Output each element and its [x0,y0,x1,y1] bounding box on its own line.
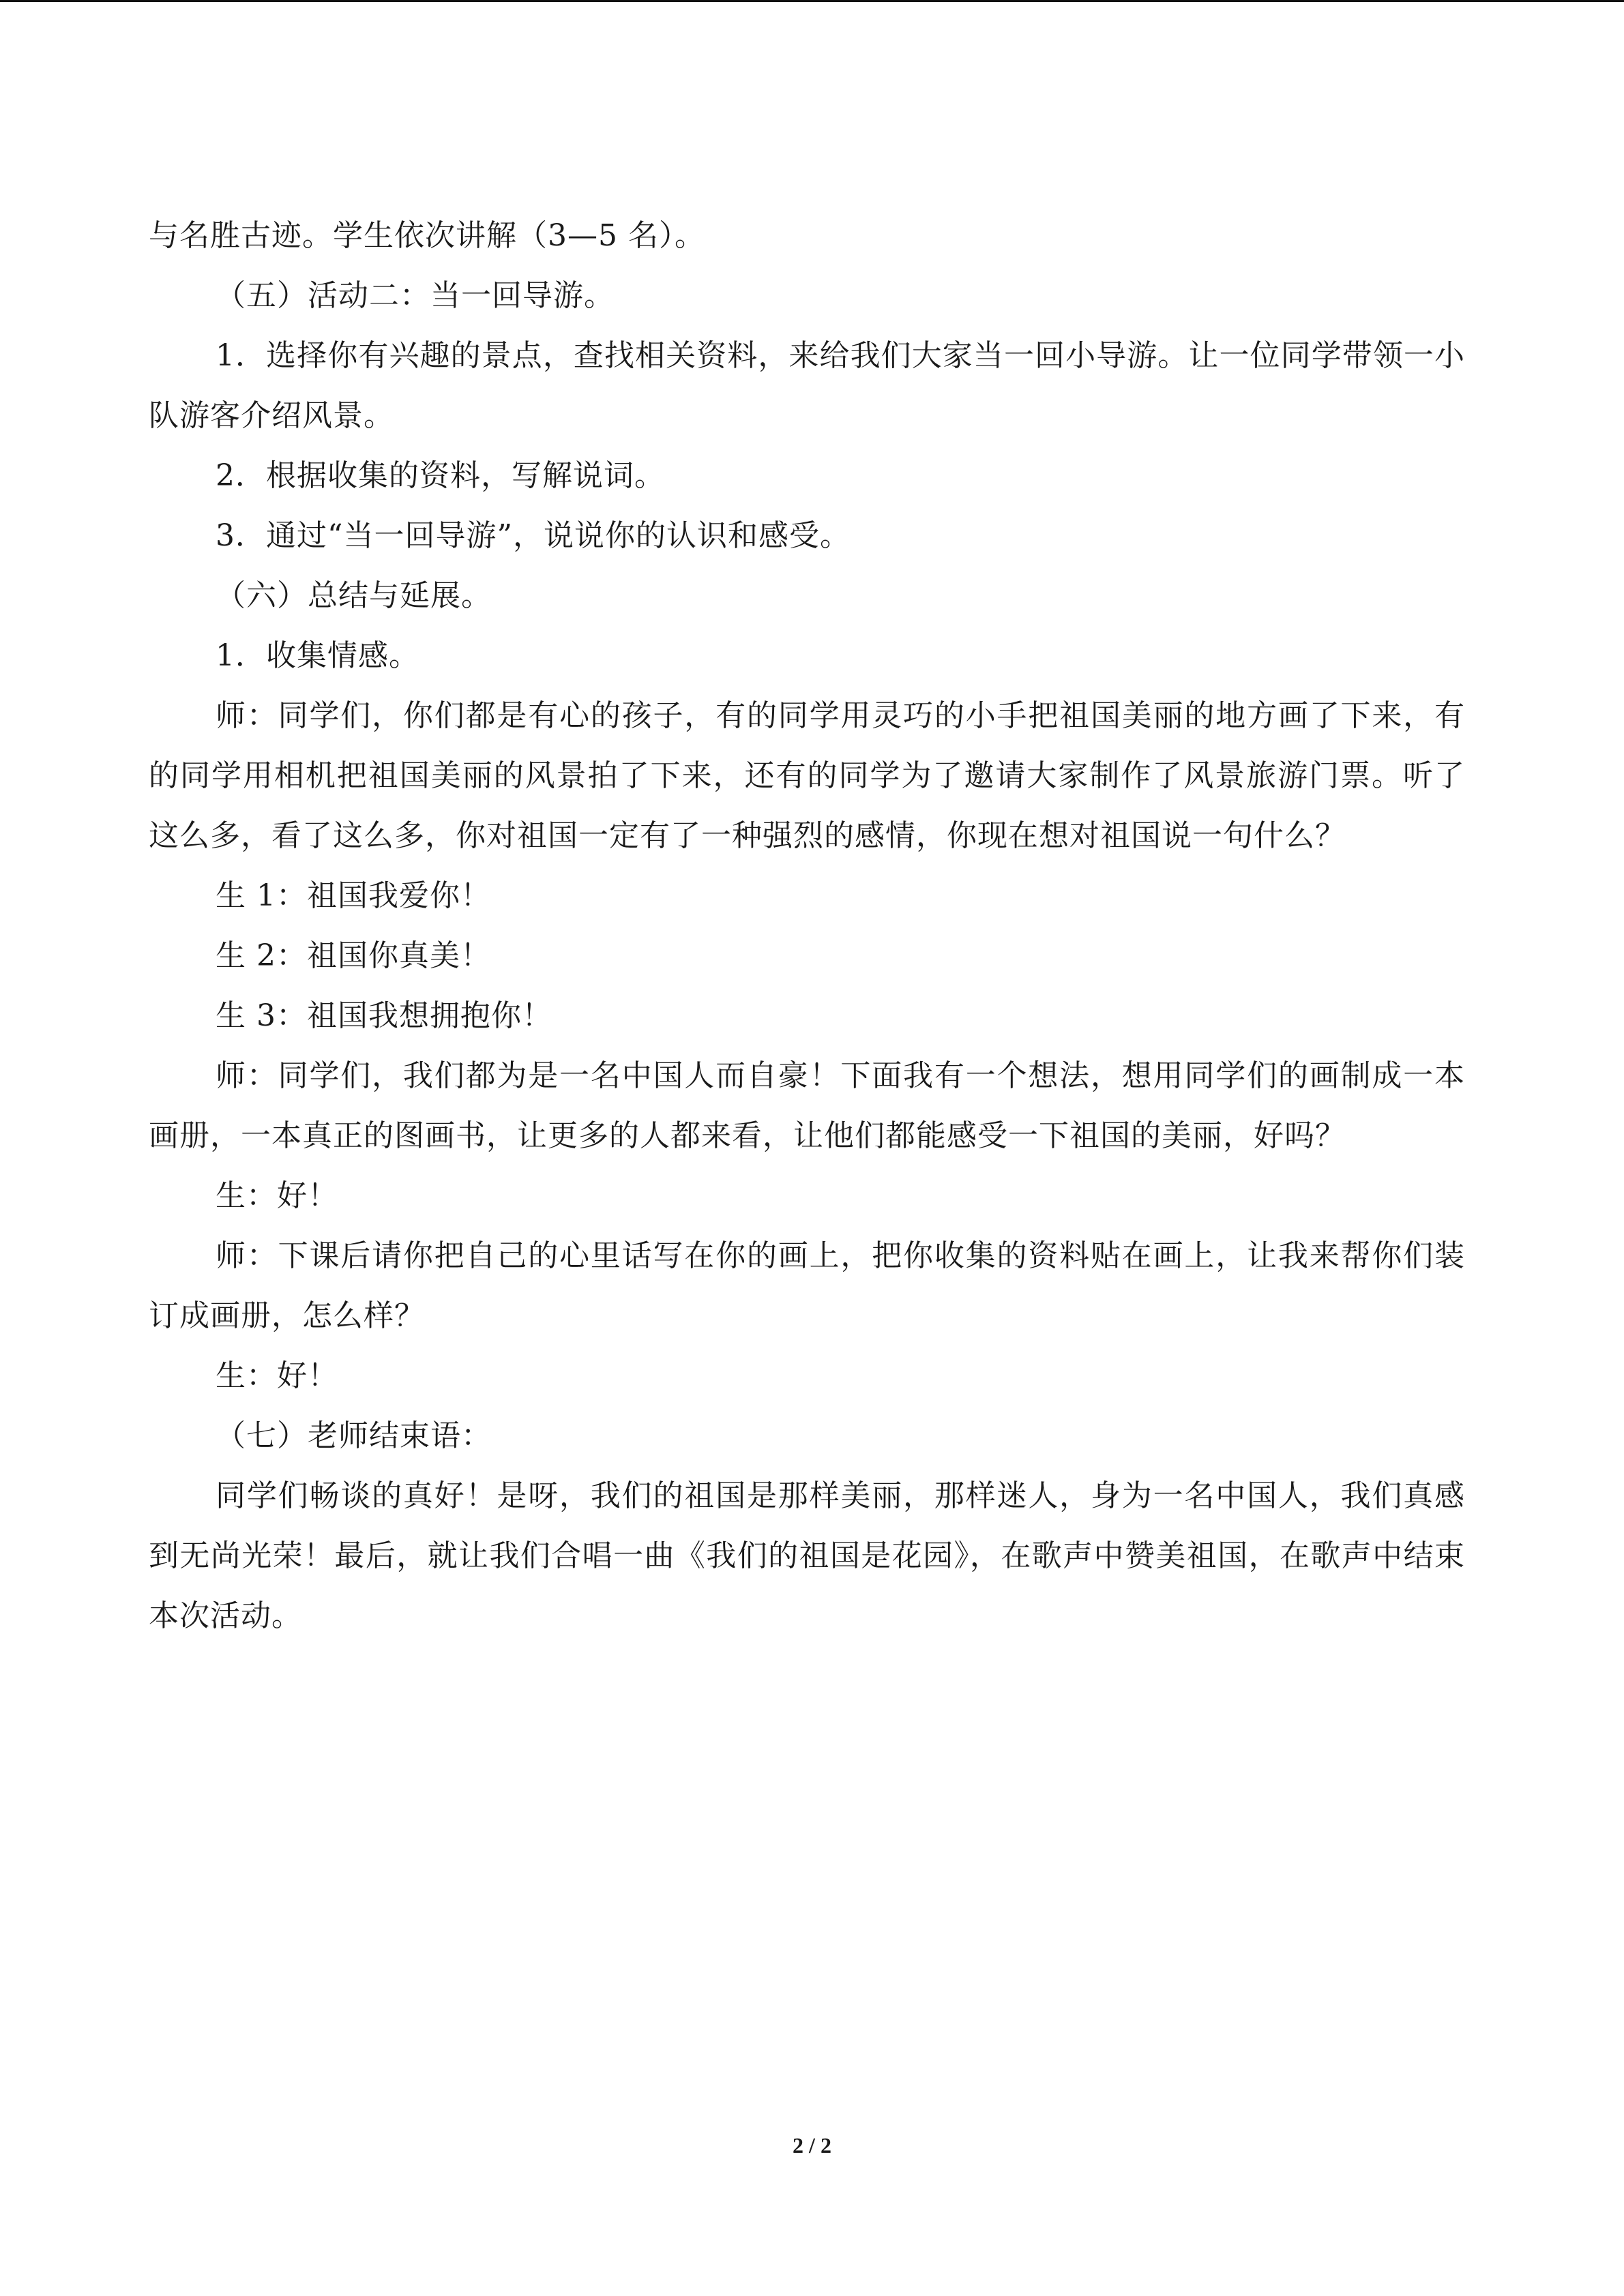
paragraph: 与名胜古迹。学生依次讲解（3—5 名）。 [149,218,705,253]
top-border-line [0,0,1624,2]
list-item: 1．选择你有兴趣的景点，查找相关资料，来给我们大家当一回小导游。让一位同学带领一小队游客介绍风景。 [149,338,1465,433]
page-number: 2 / 2 [793,2133,831,2158]
dialogue-line: 师：同学们，我们都为是一名中国人而自豪！下面我有一个想法，想用同学们的画制成一本画册，一本真正的图画书，让更多的人都来看，让他们都能感受一下祖国的美丽，好吗？ [149,1058,1465,1153]
dialogue-line: 生 1：祖国我爱你！ [216,878,491,913]
section-heading-activity-two: （五）活动二：当一回导游。 [216,278,615,313]
section-heading-closing: （七）老师结束语： [216,1418,492,1453]
dialogue-line: 生 3：祖国我想拥抱你！ [216,998,552,1033]
dialogue-line: 生：好！ [216,1178,338,1213]
list-item: 2．根据收集的资料，写解说词。 [216,458,665,493]
section-heading-summary: （六）总结与延展。 [216,578,492,613]
dialogue-line: 生 2：祖国你真美！ [216,938,491,973]
dialogue-line: 师：下课后请你把自己的心里话写在你的画上，把你收集的资料贴在画上，让我来帮你们装订成画册，怎么样？ [149,1238,1465,1333]
document-body [149,206,1465,1646]
paragraph: 同学们畅谈的真好！是呀，我们的祖国是那样美丽，那样迷人，身为一名中国人，我们真感到无尚光荣！最后，就让我们合唱一曲《我们的祖国是花园》，在歌声中赞美祖国，在歌声中结束本次活动。 [149,1478,1465,1633]
dialogue-line: 师：同学们，你们都是有心的孩子，有的同学用灵巧的小手把祖国美丽的地方画了下来，有的同学用相机把祖国美丽的风景拍了下来，还有的同学为了邀请大家制作了风景旅游门票。听了这么多，看了这么多，你对祖国一定有了一种强烈的感情，你现在想对祖国说一句什么？ [149,698,1465,853]
list-item: 3．通过“当一回导游”，说说你的认识和感受。 [216,518,851,553]
list-item: 1．收集情感。 [216,638,419,673]
dialogue-line: 生：好！ [216,1358,338,1393]
